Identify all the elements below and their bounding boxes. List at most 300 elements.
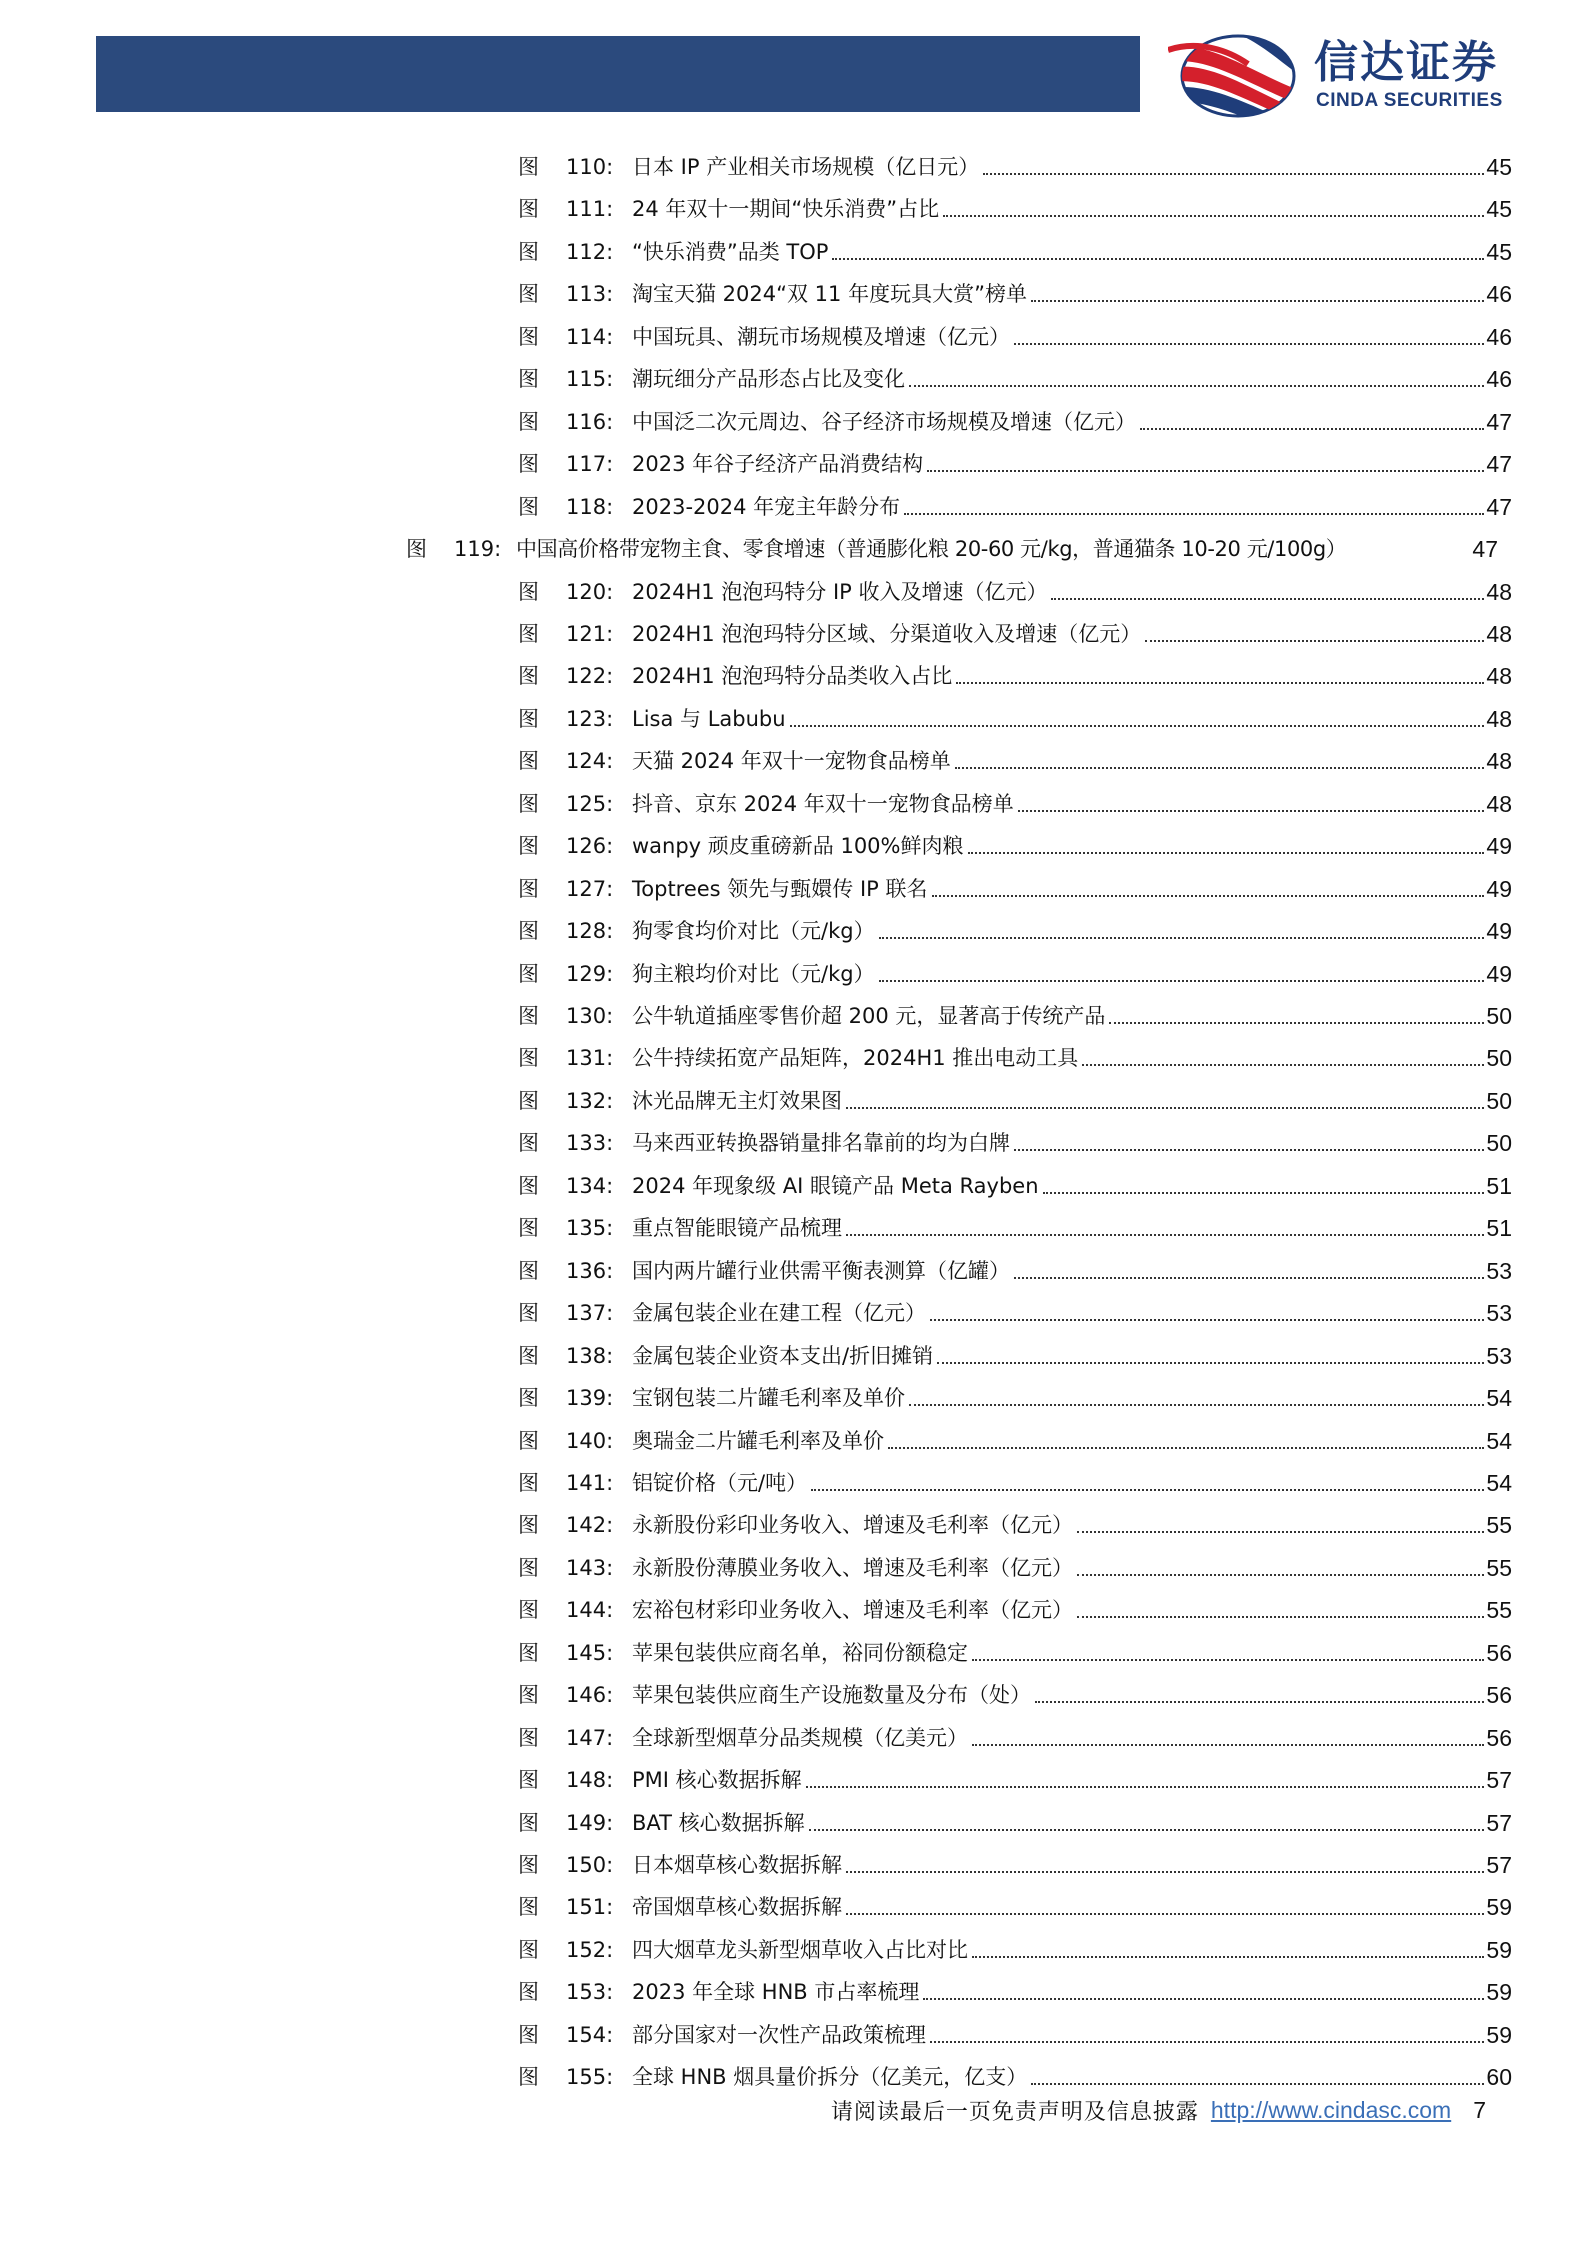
toc-entry-label [518,279,1027,309]
toc-figure-title: 狗主粮均价对比（元/kg） [632,961,875,986]
header-bar [96,36,1140,112]
toc-entry[interactable] [518,1719,1512,1753]
toc-leader-dots [1031,300,1484,302]
toc-figure-number: 140: [566,1428,614,1453]
toc-figure-title: 沐光品牌无主灯效果图 [632,1088,842,1113]
toc-figure-number: 115: [566,367,614,392]
toc-figure-number: 137: [566,1301,614,1326]
toc-entry[interactable] [518,912,1512,946]
toc-figure-title: 永新股份薄膜业务收入、增速及毛利率（亿元） [632,1555,1073,1580]
toc-page-number: 59 [1486,1979,1512,2006]
toc-page-number: 59 [1486,2021,1512,2048]
toc-figure-number: 145: [566,1640,614,1665]
toc-leader-dots [972,1744,1484,1746]
toc-leader-dots [1051,598,1484,600]
toc-entry[interactable] [518,1422,1512,1456]
toc-figure-number: 120: [566,579,614,604]
toc-figure-title: 宝钢包装二片罐毛利率及单价 [632,1386,905,1411]
toc-entry-label [518,959,875,989]
toc-page-number: 53 [1486,1300,1512,1327]
toc-leader-dots [956,682,1484,684]
toc-page-number: 46 [1486,323,1512,350]
toc-figure-prefix: 图 [518,409,539,434]
toc-figure-number: 125: [566,791,614,816]
toc-entry-label [518,449,923,479]
toc-entry-label [518,1723,968,1753]
toc-entry[interactable] [518,1379,1512,1413]
toc-figure-prefix: 图 [518,919,539,944]
toc-entry-label [518,1850,842,1880]
toc-figure-number: 138: [566,1343,614,1368]
toc-figure-title: 永新股份彩印业务收入、增速及毛利率（亿元） [632,1513,1073,1538]
toc-figure-title: 全球 HNB 烟具量价拆分（亿美元，亿支） [632,2065,1028,2090]
toc-figure-prefix: 图 [518,579,539,604]
toc-leader-dots [809,1829,1485,1831]
footer-website-link[interactable]: http://www.cindasc.com [1210,2096,1452,2123]
toc-leader-dots [1077,1574,1484,1576]
toc-figure-number: 124: [566,749,614,774]
toc-figure-prefix: 图 [518,324,539,349]
toc-figure-prefix: 图 [518,1937,539,1962]
toc-figure-title: 铝锭价格（元/吨） [632,1470,808,1495]
toc-entry-label [518,492,900,522]
toc-entry-label [518,1595,1073,1625]
toc-page-number: 57 [1486,1852,1512,1878]
toc-figure-number: 127: [566,876,614,901]
toc-leader-dots [1043,1192,1485,1194]
toc-figure-prefix: 图 [518,1895,539,1920]
toc-entry-label [518,1977,919,2007]
toc-figure-number: 122: [566,664,614,689]
toc-entry[interactable] [518,573,1512,607]
toc-figure-prefix: 图 [518,1088,539,1113]
toc-entry[interactable] [518,2058,1512,2092]
toc-entry[interactable] [518,1761,1512,1795]
toc-figure-title: PMI 核心数据拆解 [632,1768,802,1793]
toc-entry[interactable] [518,445,1512,479]
toc-entry-label [518,194,939,224]
toc-page-number: 55 [1486,1512,1512,1539]
toc-figure-prefix: 图 [518,1555,539,1580]
toc-entry[interactable] [518,657,1512,691]
toc-figure-number: 128: [566,919,614,944]
toc-entry-label [518,704,786,734]
toc-page-number: 49 [1486,918,1512,945]
toc-entry-label [518,322,1010,352]
toc-figure-prefix: 图 [518,1173,539,1198]
toc-leader-dots [888,1447,1484,1449]
logo-chinese-name: 信达证券 [1314,37,1498,88]
toc-entry-label [518,152,979,182]
toc-leader-dots [1077,1616,1484,1618]
toc-leader-dots [1145,640,1484,642]
toc-figure-title: 淘宝天猫 2024“双 11 年度玩具大赏”榜单 [632,282,1027,307]
toc-entry[interactable] [518,1252,1512,1286]
toc-figure-number: 114: [566,324,614,349]
toc-figure-number: 118: [566,494,614,519]
toc-figure-title: 2024H1 泡泡玛特分区域、分渠道收入及增速（亿元） [632,621,1142,646]
toc-leader-dots [811,1489,1484,1491]
toc-leader-dots [930,1319,1484,1321]
toc-page-number: 45 [1486,196,1512,223]
toc-entry[interactable] [518,1804,1512,1838]
toc-entry-label [518,1553,1073,1583]
toc-leader-dots [909,1404,1484,1406]
toc-figure-number: 110: [566,155,614,179]
toc-entry[interactable] [518,1973,1512,2007]
toc-entry-label [518,1086,842,1116]
toc-entry-label [518,2062,1027,2092]
cinda-logo-icon [1168,30,1298,120]
toc-leader-dots [846,1234,1484,1236]
toc-figure-prefix: 图 [518,197,539,222]
toc-entry-label [518,1680,1031,1710]
toc-leader-dots [832,258,1484,260]
toc-figure-prefix: 图 [518,1725,539,1750]
toc-entry-label [518,2020,926,2050]
toc-figure-number: 142: [566,1513,614,1538]
toc-leader-dots [1014,343,1484,345]
toc-entry[interactable] [518,1464,1512,1498]
toc-entry[interactable] [518,997,1512,1031]
logo-english-name: CINDA SECURITIES [1316,90,1503,111]
toc-page-number: 53 [1486,1257,1512,1284]
toc-entry-label [518,619,1141,649]
toc-entry-label [518,746,951,776]
toc-page-number: 56 [1486,1724,1512,1751]
toc-figure-number: 154: [566,2022,614,2047]
toc-entry[interactable] [518,1931,1512,1965]
toc-entry[interactable] [518,403,1512,437]
toc-figure-title: “快乐消费”品类 TOP [632,239,829,264]
toc-entry-label [518,1341,933,1371]
toc-figure-prefix: 图 [518,1853,539,1877]
toc-figure-prefix: 图 [518,1980,539,2005]
toc-figure-number: 144: [566,1598,614,1623]
toc-leader-dots [1014,1149,1484,1151]
toc-figure-title: 苹果包装供应商生产设施数量及分布（处） [632,1683,1031,1708]
toc-page-number: 59 [1486,1894,1512,1921]
toc-figure-title: Toptrees 领先与甄嬛传 IP 联名 [632,876,928,901]
toc-figure-number: 133: [566,1131,614,1156]
toc-entry[interactable] [518,827,1512,861]
toc-figure-title: 2024H1 泡泡玛特分 IP 收入及增速（亿元） [632,579,1048,604]
toc-figure-title: 部分国家对一次性产品政策梳理 [632,2022,926,2047]
toc-leader-dots [937,1362,1484,1364]
toc-page-number: 47 [1486,408,1512,435]
toc-leader-dots [927,470,1484,472]
toc-entry-label [518,1171,1039,1201]
toc-figure-prefix: 图 [518,1386,539,1411]
toc-figure-title: 2024 年现象级 AI 眼镜产品 Meta Rayben [632,1173,1039,1198]
toc-figure-title: 中国玩具、潮玩市场规模及增速（亿元） [632,324,1010,349]
toc-figure-number: 136: [566,1258,614,1283]
toc-leader-dots [879,937,1485,939]
toc-page-number: 45 [1486,154,1512,180]
toc-figure-title: 潮玩细分产品形态占比及变化 [632,367,905,392]
toc-entry[interactable] [518,955,1512,989]
toc-page-number: 50 [1486,1045,1512,1072]
toc-entry[interactable] [518,1634,1512,1668]
toc-figure-prefix: 图 [518,834,539,859]
toc-figure-prefix: 图 [518,1513,539,1538]
toc-figure-prefix: 图 [518,1343,539,1368]
toc-page-number: 48 [1486,620,1512,647]
toc-figure-prefix: 图 [518,749,539,774]
toc-entry-label [518,1256,1010,1286]
toc-leader-dots [1031,2083,1484,2085]
toc-figure-title: 日本 IP 产业相关市场规模（亿日元） [632,155,980,179]
toc-page-number: 47 [1472,536,1498,563]
toc-page-number: 57 [1486,1767,1512,1794]
toc-entry-label [518,1468,807,1498]
toc-figure-title: 天猫 2024 年双十一宠物食品榜单 [632,749,951,774]
toc-figure-number: 113: [566,282,614,307]
toc-leader-dots [909,385,1484,387]
toc-entry[interactable] [518,1888,1512,1922]
toc-figure-title: 金属包装企业资本支出/折旧摊销 [632,1343,934,1368]
toc-entry[interactable] [518,275,1512,309]
toc-figure-prefix: 图 [518,1598,539,1623]
toc-figure-title: 金属包装企业在建工程（亿元） [632,1301,926,1326]
toc-entry[interactable] [518,1294,1512,1328]
toc-page-number: 49 [1486,833,1512,860]
toc-figure-prefix: 图 [518,494,539,519]
toc-figure-prefix: 图 [518,1301,539,1326]
toc-leader-dots [923,1998,1484,2000]
toc-leader-dots [846,1871,1484,1873]
toc-page-number: 60 [1486,2064,1512,2091]
toc-figure-prefix: 图 [518,1258,539,1283]
toc-figure-title: 宏裕包材彩印业务收入、增速及毛利率（亿元） [632,1598,1073,1623]
toc-entry-label [518,916,875,946]
toc-figure-title: 中国泛二次元周边、谷子经济市场规模及增速（亿元） [632,409,1136,434]
toc-entry[interactable] [518,2016,1512,2050]
toc-entry-label [518,1043,1078,1073]
cinda-logo [1168,30,1568,120]
toc-page-number: 55 [1486,1597,1512,1624]
toc-page-number: 48 [1486,578,1512,605]
toc-page-number: 50 [1486,1087,1512,1114]
toc-figure-number: 150: [566,1853,614,1877]
toc-figure-prefix: 图 [518,961,539,986]
toc-page-number: 57 [1486,1809,1512,1836]
toc-figure-number: 152: [566,1937,614,1962]
toc-page-number: 53 [1486,1342,1512,1369]
toc-figure-number: 132: [566,1088,614,1113]
toc-figure-number: 148: [566,1768,614,1793]
toc-entry[interactable] [518,1124,1512,1158]
toc-entry[interactable] [518,1591,1512,1625]
toc-figure-title: BAT 核心数据拆解 [632,1810,805,1835]
toc-entry[interactable] [518,488,1512,522]
toc-entry-label [518,1765,802,1795]
toc-entry[interactable] [518,148,1512,182]
toc-figure-number: 130: [566,1004,614,1028]
toc-leader-dots [1077,1531,1484,1533]
toc-page-number: 51 [1486,1172,1512,1199]
toc-entry[interactable] [406,530,1498,564]
toc-entry-label [518,874,928,904]
toc-entry-label [518,1213,842,1243]
toc-figure-title: 日本烟草核心数据拆解 [632,1853,842,1877]
toc-figure-number: 143: [566,1555,614,1580]
toc-page-number: 56 [1486,1682,1512,1709]
toc-figure-title: Lisa 与 Labubu [632,706,786,731]
toc-page-number: 48 [1486,705,1512,732]
toc-entry[interactable] [518,360,1512,394]
toc-entry-label [518,1892,842,1922]
toc-page-number: 55 [1486,1554,1512,1581]
toc-entry[interactable] [518,1167,1512,1201]
toc-figure-title: 中国高价格带宠物主食、零食增速（普通膨化粮 20-60 元/kg，普通猫条 10-20 元/100g） [516,537,1347,562]
toc-entry[interactable] [518,1506,1512,1540]
toc-figure-number: 134: [566,1173,614,1198]
toc-page-number: 45 [1486,238,1512,265]
toc-figure-prefix: 图 [518,452,539,477]
toc-entry[interactable] [518,1337,1512,1371]
toc-leader-dots [1140,428,1484,430]
toc-leader-dots [1035,1701,1484,1703]
toc-figure-number: 153: [566,1980,614,2005]
toc-figure-title: 2023 年全球 HNB 市占率梳理 [632,1980,920,2005]
toc-page-number: 49 [1486,960,1512,987]
toc-figure-title: 帝国烟草核心数据拆解 [632,1895,842,1920]
page-number: 7 [1473,2096,1486,2123]
toc-figure-prefix: 图 [518,706,539,731]
toc-leader-dots [904,513,1484,515]
toc-leader-dots [1082,1064,1484,1066]
toc-figure-title: wanpy 顽皮重磅新品 100%鲜肉粮 [632,834,964,859]
toc-entry[interactable] [518,1846,1512,1880]
toc-figure-title: 四大烟草龙头新型烟草收入占比对比 [632,1937,968,1962]
toc-figure-prefix: 图 [518,155,539,179]
toc-figure-title: 2024H1 泡泡玛特分品类收入占比 [632,664,953,689]
toc-entry[interactable] [518,1676,1512,1710]
toc-figure-prefix: 图 [518,791,539,816]
toc-entry-label [518,831,964,861]
toc-entry[interactable] [518,233,1512,267]
toc-entry[interactable] [518,1209,1512,1243]
toc-entry-label [518,364,905,394]
toc-entry-label [518,789,1014,819]
toc-figure-number: 126: [566,834,614,859]
toc-leader-dots [968,852,1485,854]
toc-entry[interactable] [518,742,1512,776]
toc-figure-prefix: 图 [406,537,427,562]
toc-page-number: 47 [1486,493,1512,520]
toc-page-number: 56 [1486,1639,1512,1666]
toc-figure-title: 2023-2024 年宠主年龄分布 [632,494,901,519]
toc-figure-prefix: 图 [518,621,539,646]
toc-figure-number: 151: [566,1895,614,1920]
toc-page-number: 48 [1486,663,1512,690]
toc-page-number: 47 [1486,451,1512,478]
toc-figure-title: 全球新型烟草分品类规模（亿美元） [632,1725,968,1750]
toc-page-number: 46 [1486,281,1512,308]
toc-entry[interactable] [518,190,1512,224]
toc-figure-number: 147: [566,1725,614,1750]
toc-figure-prefix: 图 [518,1810,539,1835]
toc-entry[interactable] [518,1082,1512,1116]
toc-figure-prefix: 图 [518,2022,539,2047]
toc-leader-dots [955,767,1485,769]
toc-figure-title: 公牛持续拓宽产品矩阵，2024H1 推出电动工具 [632,1046,1079,1071]
toc-figure-prefix: 图 [518,664,539,689]
toc-entry[interactable] [518,1039,1512,1073]
toc-entry[interactable] [518,870,1512,904]
toc-figure-number: 146: [566,1683,614,1708]
footer-disclaimer: 请阅读最后一页免责声明及信息披露 [830,2099,1199,2125]
toc-figure-prefix: 图 [518,239,539,264]
toc-figure-prefix: 图 [518,367,539,392]
toc-figure-title: 苹果包装供应商名单，裕同份额稳定 [632,1640,968,1665]
toc-figure-prefix: 图 [518,876,539,901]
toc-figure-number: 117: [566,452,614,477]
toc-figure-number: 116: [566,409,614,434]
toc-figure-title: 奥瑞金二片罐毛利率及单价 [632,1428,884,1453]
toc-page-number: 54 [1486,1385,1512,1412]
toc-figure-title: 马来西亚转换器销量排名靠前的均为白牌 [632,1131,1010,1156]
toc-entry-label [518,1128,1010,1158]
toc-figure-number: 119: [454,537,502,562]
toc-figure-number: 131: [566,1046,614,1071]
toc-figure-title: 重点智能眼镜产品梳理 [632,1216,842,1241]
toc-page-number: 50 [1486,1003,1512,1029]
toc-figure-number: 123: [566,706,614,731]
toc-figure-number: 155: [566,2065,614,2090]
toc-leader-dots [790,725,1485,727]
toc-figure-number: 121: [566,621,614,646]
toc-entry[interactable] [518,1549,1512,1583]
toc-figure-prefix: 图 [518,1768,539,1793]
toc-leader-dots [972,1659,1484,1661]
toc-leader-dots [846,1107,1484,1109]
footer [831,2092,1486,2128]
toc-entry[interactable] [518,318,1512,352]
toc-figure-number: 149: [566,1810,614,1835]
toc-figure-prefix: 图 [518,1004,539,1028]
toc-figure-title: 国内两片罐行业供需平衡表测算（亿罐） [632,1258,1010,1283]
toc-figure-prefix: 图 [518,1216,539,1241]
toc-figure-number: 112: [566,239,614,264]
toc-entry-label [518,237,828,267]
toc-entry-label [518,1383,905,1413]
toc-entry[interactable] [518,700,1512,734]
toc-figure-number: 135: [566,1216,614,1241]
toc-entry-label [518,1808,805,1838]
toc-entry[interactable] [518,785,1512,819]
toc-entry-label [518,1935,968,1965]
toc-page-number: 51 [1486,1215,1512,1242]
toc-entry[interactable] [518,615,1512,649]
toc-figure-title: 2023 年谷子经济产品消费结构 [632,452,924,477]
toc-figure-prefix: 图 [518,1683,539,1708]
toc-figure-number: 141: [566,1470,614,1495]
toc-figure-prefix: 图 [518,1470,539,1495]
toc-figure-prefix: 图 [518,1640,539,1665]
toc-figure-title: 狗零食均价对比（元/kg） [632,919,875,944]
toc-page-number: 59 [1486,1936,1512,1963]
toc-figure-number: 139: [566,1386,614,1411]
toc-figure-number: 111: [566,197,614,222]
toc-entry-label [518,1001,1105,1031]
toc-leader-dots [983,173,1484,175]
toc-leader-dots [1109,1022,1484,1024]
toc-figure-title: 公牛轨道插座零售价超 200 元，显著高于传统产品 [632,1004,1106,1028]
toc-entry-label [518,577,1047,607]
toc-figure-title: 抖音、京东 2024 年双十一宠物食品榜单 [632,791,1014,816]
